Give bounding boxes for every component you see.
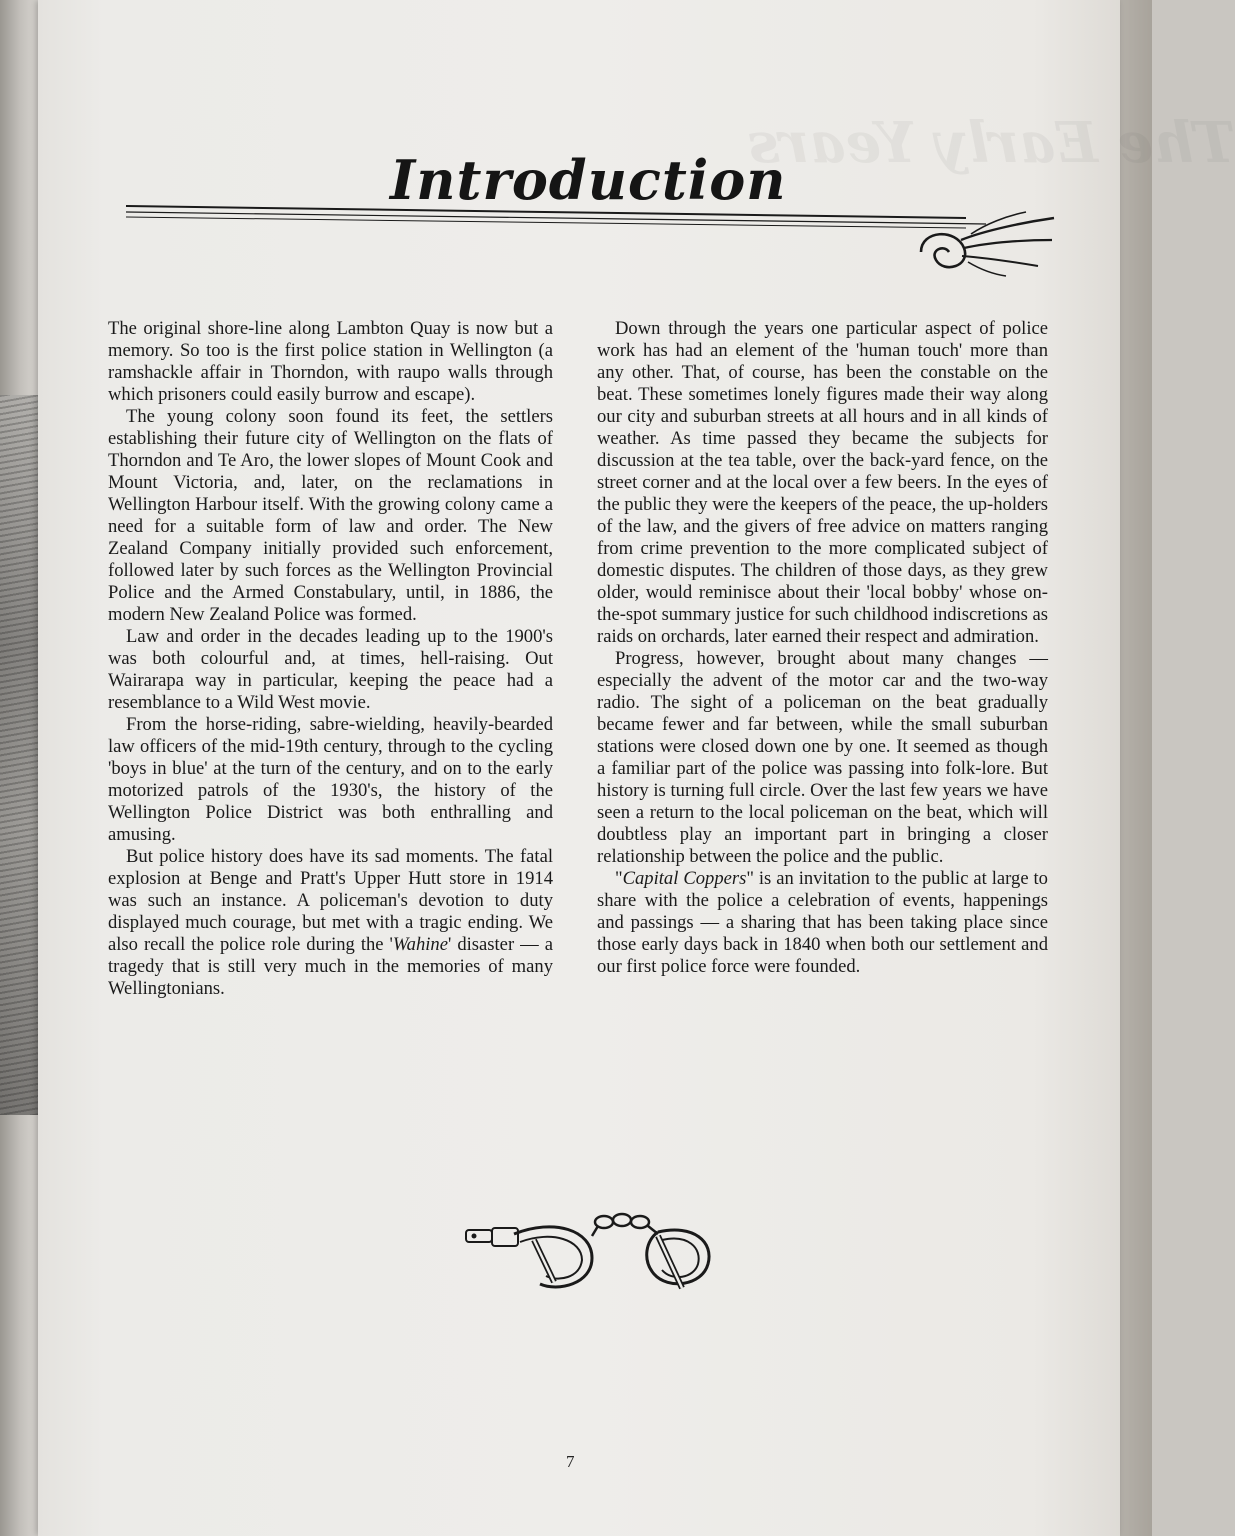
paragraph: The young colony soon found its feet, the settlers establishing their future city of Wellington on the flats of Thorndon and Te Aro, the lower slopes of Mount Cook and Mount Victoria, and, later, on the reclamations in Wellington Harbour itself. With the growing colony came a need for a suitable form of law and order. The New Zealand Company initially provided such enforcement, followed later by such forces as the Wellington Provincial Police and the Armed Constabulary, until, in 1886, the modern New Zealand Police was formed.	[108, 406, 553, 625]
scroll-flourish-icon	[126, 200, 1076, 290]
facing-page-illustration	[0, 395, 42, 1115]
show-through-text: The Early Years	[748, 110, 1235, 176]
paragraph: Law and order in the decades leading up to the 1900's was both colourful and, at times, hell-raising. Out Wairarapa way in particular, keeping the peace had a resemblance to a Wild West movie.	[108, 626, 553, 713]
paragraph: Down through the years one particular aspect of police work has had an element of the 'human touch' more than any other. That, of course, has been the constable on the beat. These sometimes lonely figures made their way along our city and suburban streets at all hours and in all kinds of weather. As time passed they became the subjects for discussion at the tea table, over the back-yard fence, on the street corner and at the local over a few beers. In the eyes of the public they were the keepers of the peace, the up-holders of the law, and the givers of free advice on matters ranging from crime prevention to the more complicated subject of domestic disputes. The children of those days, as they grew older, would reminisce about their 'local bobby' whose on-the-spot summary justice for such childhood indiscretions as raids on orchards, later earned their respect and admiration.	[597, 318, 1048, 647]
paragraph	[597, 868, 1048, 978]
paragraph	[108, 846, 553, 1000]
left-text-column	[108, 318, 553, 1000]
book-page	[38, 0, 1235, 1536]
paragraph: From the horse-riding, sabre-wielding, heavily-bearded law officers of the mid-19th century, through to the cycling 'boys in blue' at the turn of the century, and on to the early motorized patrols of the 1930's, the history of the Wellington Police District was both enthralling and amusing.	[108, 714, 553, 845]
paragraph-text: "	[615, 868, 623, 889]
paragraph-text: But police history does have its sad moments. The fatal explosion at Benge and Pratt's Upper Hutt store in 1914 was such an instance. A policeman's devotion to duty displayed much courage, but met with a tragic ending. We also recall the police role during the '	[108, 846, 553, 955]
paragraph-text: " is an invitation to the public at large to share with the police a celebration of events, happenings and passings — a sharing that has been taking place since those early days back in 1840 when both our settlement and our first police force were founded.	[597, 868, 1048, 977]
right-text-column	[597, 318, 1048, 978]
page-title: Introduction	[390, 148, 787, 212]
paragraph-text: ' disaster — a tragedy that is still very much in the memories of many Wellingtonians.	[108, 934, 553, 999]
handcuffs-icon	[462, 1200, 722, 1300]
paragraph: Progress, however, brought about many changes — especially the advent of the motor car and the two-way radio. The sight of a policeman on the beat gradually became fewer and far between, while the small suburban stations were closed down one by one. It seemed as though a familiar part of the police was passing into folk-lore. But history is turning full circle. Over the last few years we have seen a return to the local policeman on the beat, which will doubtless play an important part in bringing a closer relationship between the police and the public.	[597, 648, 1048, 867]
ship-name: Wahine	[392, 934, 448, 955]
page-number: 7	[566, 1452, 575, 1471]
book-title: Capital Coppers	[622, 868, 747, 889]
paragraph: The original shore-line along Lambton Quay is now but a memory. So too is the first police station in Wellington (a ramshackle affair in Thorndon, with raupo walls through which prisoners could easily burrow and escape).	[108, 318, 553, 405]
